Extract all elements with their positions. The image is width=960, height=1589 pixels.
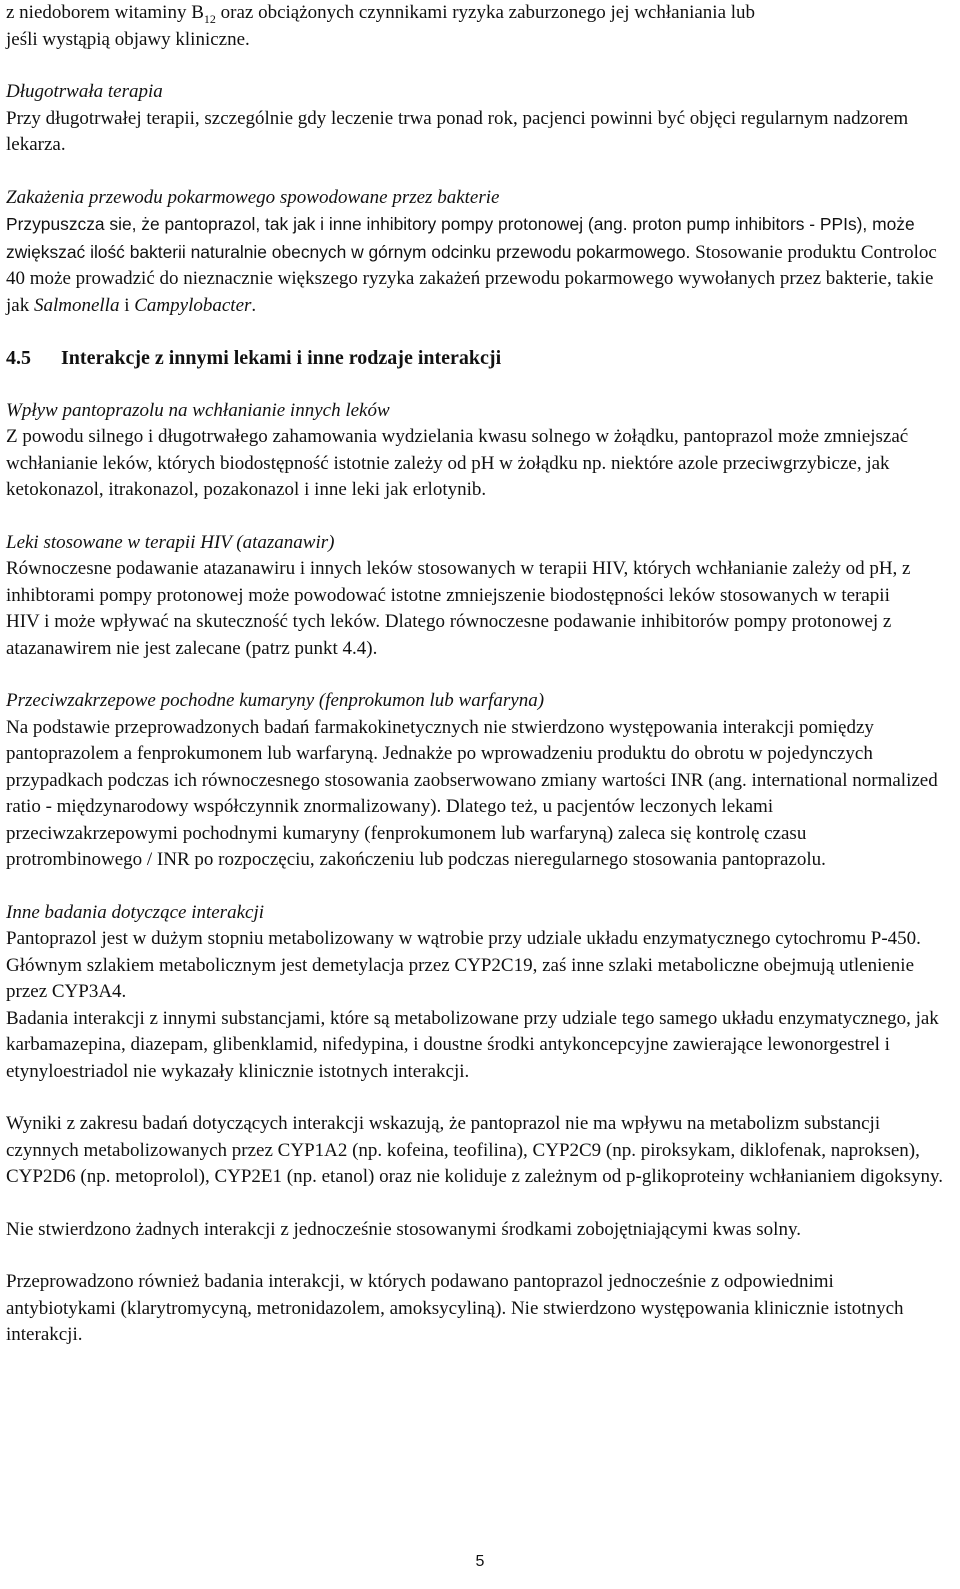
intro-paragraph — [6, 0, 946, 53]
infections-and: i — [119, 294, 135, 316]
page-number: 5 — [475, 1553, 485, 1570]
campylobacter-term: Campylobacter — [134, 294, 252, 316]
antibiotics-paragraph: Przeprowadzono również badania interakcji, w których podawano pantoprazol jednocześnie z odpowiednimi antybiotykami (klarytromycyną, metronidazolem, amoksycyliną). Nie stwierdzono występowania klinicznie istotnych interakcji. — [6, 1271, 904, 1345]
infections-body-part1: Przypuszcza sie, że pantoprazol, tak jak i inne inhibitory pompy protonowej (ang. proton pump inhibitors - PPIs), może zwiększać ilość bakterii naturalnie obecnych w górnym odcinku przewodu pokarmowego. — [6, 214, 915, 262]
long-term-heading: Długotrwała terapia — [6, 81, 163, 102]
infections-end: . — [251, 294, 257, 316]
other-studies-heading: Inne badania dotyczące interakcji — [6, 901, 265, 923]
other-studies-body1: Pantoprazol jest w dużym stopniu metabolizowany w wątrobie przy udziale układu enzymatycznego cytochromu P-450. Głównym szlakiem metabolicznym jest demetylacja przez CYP2C19, zaś inne szlaki metaboliczne obejmują utlenienie przez CYP3A4. — [6, 928, 921, 1002]
long-term-body: Przy długotrwałej terapii, szczególnie gdy leczenie trwa ponad rok, pacjenci powinni być objęci regularnym nadzorem lekarza. — [6, 107, 909, 155]
absorption-body: Z powodu silnego i długotrwałego zahamowania wydzielania kwasu solnego w żołądku, pantoprazol może zmniejszać wchłanianie leków, których biodostępność istotnie zależy od pH w żołądku np. niektóre azole przeciwgrzybicze, jak ketokonazol, itrakonazol, pozakonazol i inne leki jak erlotynib. — [6, 426, 909, 500]
intro-line1-end: oraz obciążonych czynnikami ryzyka zaburzonego jej wchłaniania lub — [215, 2, 756, 23]
document-page — [6, 0, 946, 1349]
salmonella-term: Salmonella — [33, 294, 120, 316]
infections-heading: Zakażenia przewodu pokarmowego spowodowane przez bakterie — [6, 186, 500, 208]
hiv-body: Równoczesne podawanie atazanawiru i innych leków stosowanych w terapii HIV, których wchłanianie zależy od pH, z inhibtorami pompy protonowej może powodować istotne zmniejszenie biodostępności leków stosowanych w terapii HIV i może wpływać na skuteczność tych leków. Dlatego równoczesne podawanie inhibitorów pompy protonowej z atazanawirem nie jest zalecane (patrz punkt 4.4). — [6, 558, 911, 659]
section-title: Interakcje z innymi lekami i inne rodzaje interakcji — [61, 347, 502, 369]
coumarin-body: Na podstawie przeprowadzonych badań farmakokinetycznych nie stwierdzono występowania interakcji pomiędzy pantoprazolem a fenprokumonem lub warfaryną. Jednakże po wprowadzeniu produktu do obrotu w pojedynczych przypadkach podczas ich równoczesnego stosowania zaobserwowano zmiany wartości INR (ang. international normalized ratio - międzynarodowy współczynnik znormalizowany). Dlatego też, u pacjentów leczonych lekami przeciwzakrzepowymi pochodnymi kumaryny (fenprokumonem lub warfaryną) zaleca się kontrolę czasu protrombinowego / INR po rozpoczęciu, zakończeniu lub podczas nieregularnego stosowania pantoprazolu. — [6, 716, 938, 870]
section-number: 4.5 — [6, 347, 31, 369]
antacids-paragraph: Nie stwierdzono żadnych interakcji z jednocześnie stosowanymi środkami zobojętniającymi kwas solny. — [6, 1218, 801, 1240]
other-studies-body2: Badania interakcji z innymi substancjami, które są metabolizowane przy udziale tego samego układu enzymatycznego, jak karbamazepina, diazepam, glibenklamid, nifedypina, i doustne środki antykoncepcyjne zawierające lewonorgestrel i etynyloestriadol nie wykazały klinicznie istotnych interakcji. — [6, 1007, 939, 1082]
intro-subscript: 12 — [203, 11, 216, 26]
results-paragraph: Wyniki z zakresu badań dotyczących interakcji wskazują, że pantoprazol nie ma wpływu na metabolizm substancji czynnych metabolizowanych przez CYP1A2 (np. kofeina, teofilina), CYP2C9 (np. piroksykam, diklofenak, naproksen), CYP2D6 (np. metoprolol), CYP2E1 (np. etanol) oraz nie koliduje z zależnym od p-glikoproteiny wchłanianiem digoksyny. — [6, 1113, 943, 1187]
intro-line2: jeśli wystąpią objawy kliniczne. — [6, 28, 250, 50]
infections-body — [6, 211, 946, 319]
absorption-heading: Wpływ pantoprazolu na wchłanianie innych leków — [6, 399, 390, 421]
infections-body-part2: Stosowanie produktu Controloc 40 może prowadzić do nieznacznie większego ryzyka zakażeń przewodu pokarmowego wywołanych przez bakterie, takie jak — [6, 241, 937, 316]
intro-line1-start: z niedoborem witaminy B — [6, 2, 204, 23]
hiv-heading: Leki stosowane w terapii HIV (atazanawir) — [6, 531, 335, 553]
coumarin-heading: Przeciwzakrzepowe pochodne kumaryny (fenprokumon lub warfaryna) — [6, 690, 545, 711]
section-4-5-heading — [6, 345, 946, 372]
